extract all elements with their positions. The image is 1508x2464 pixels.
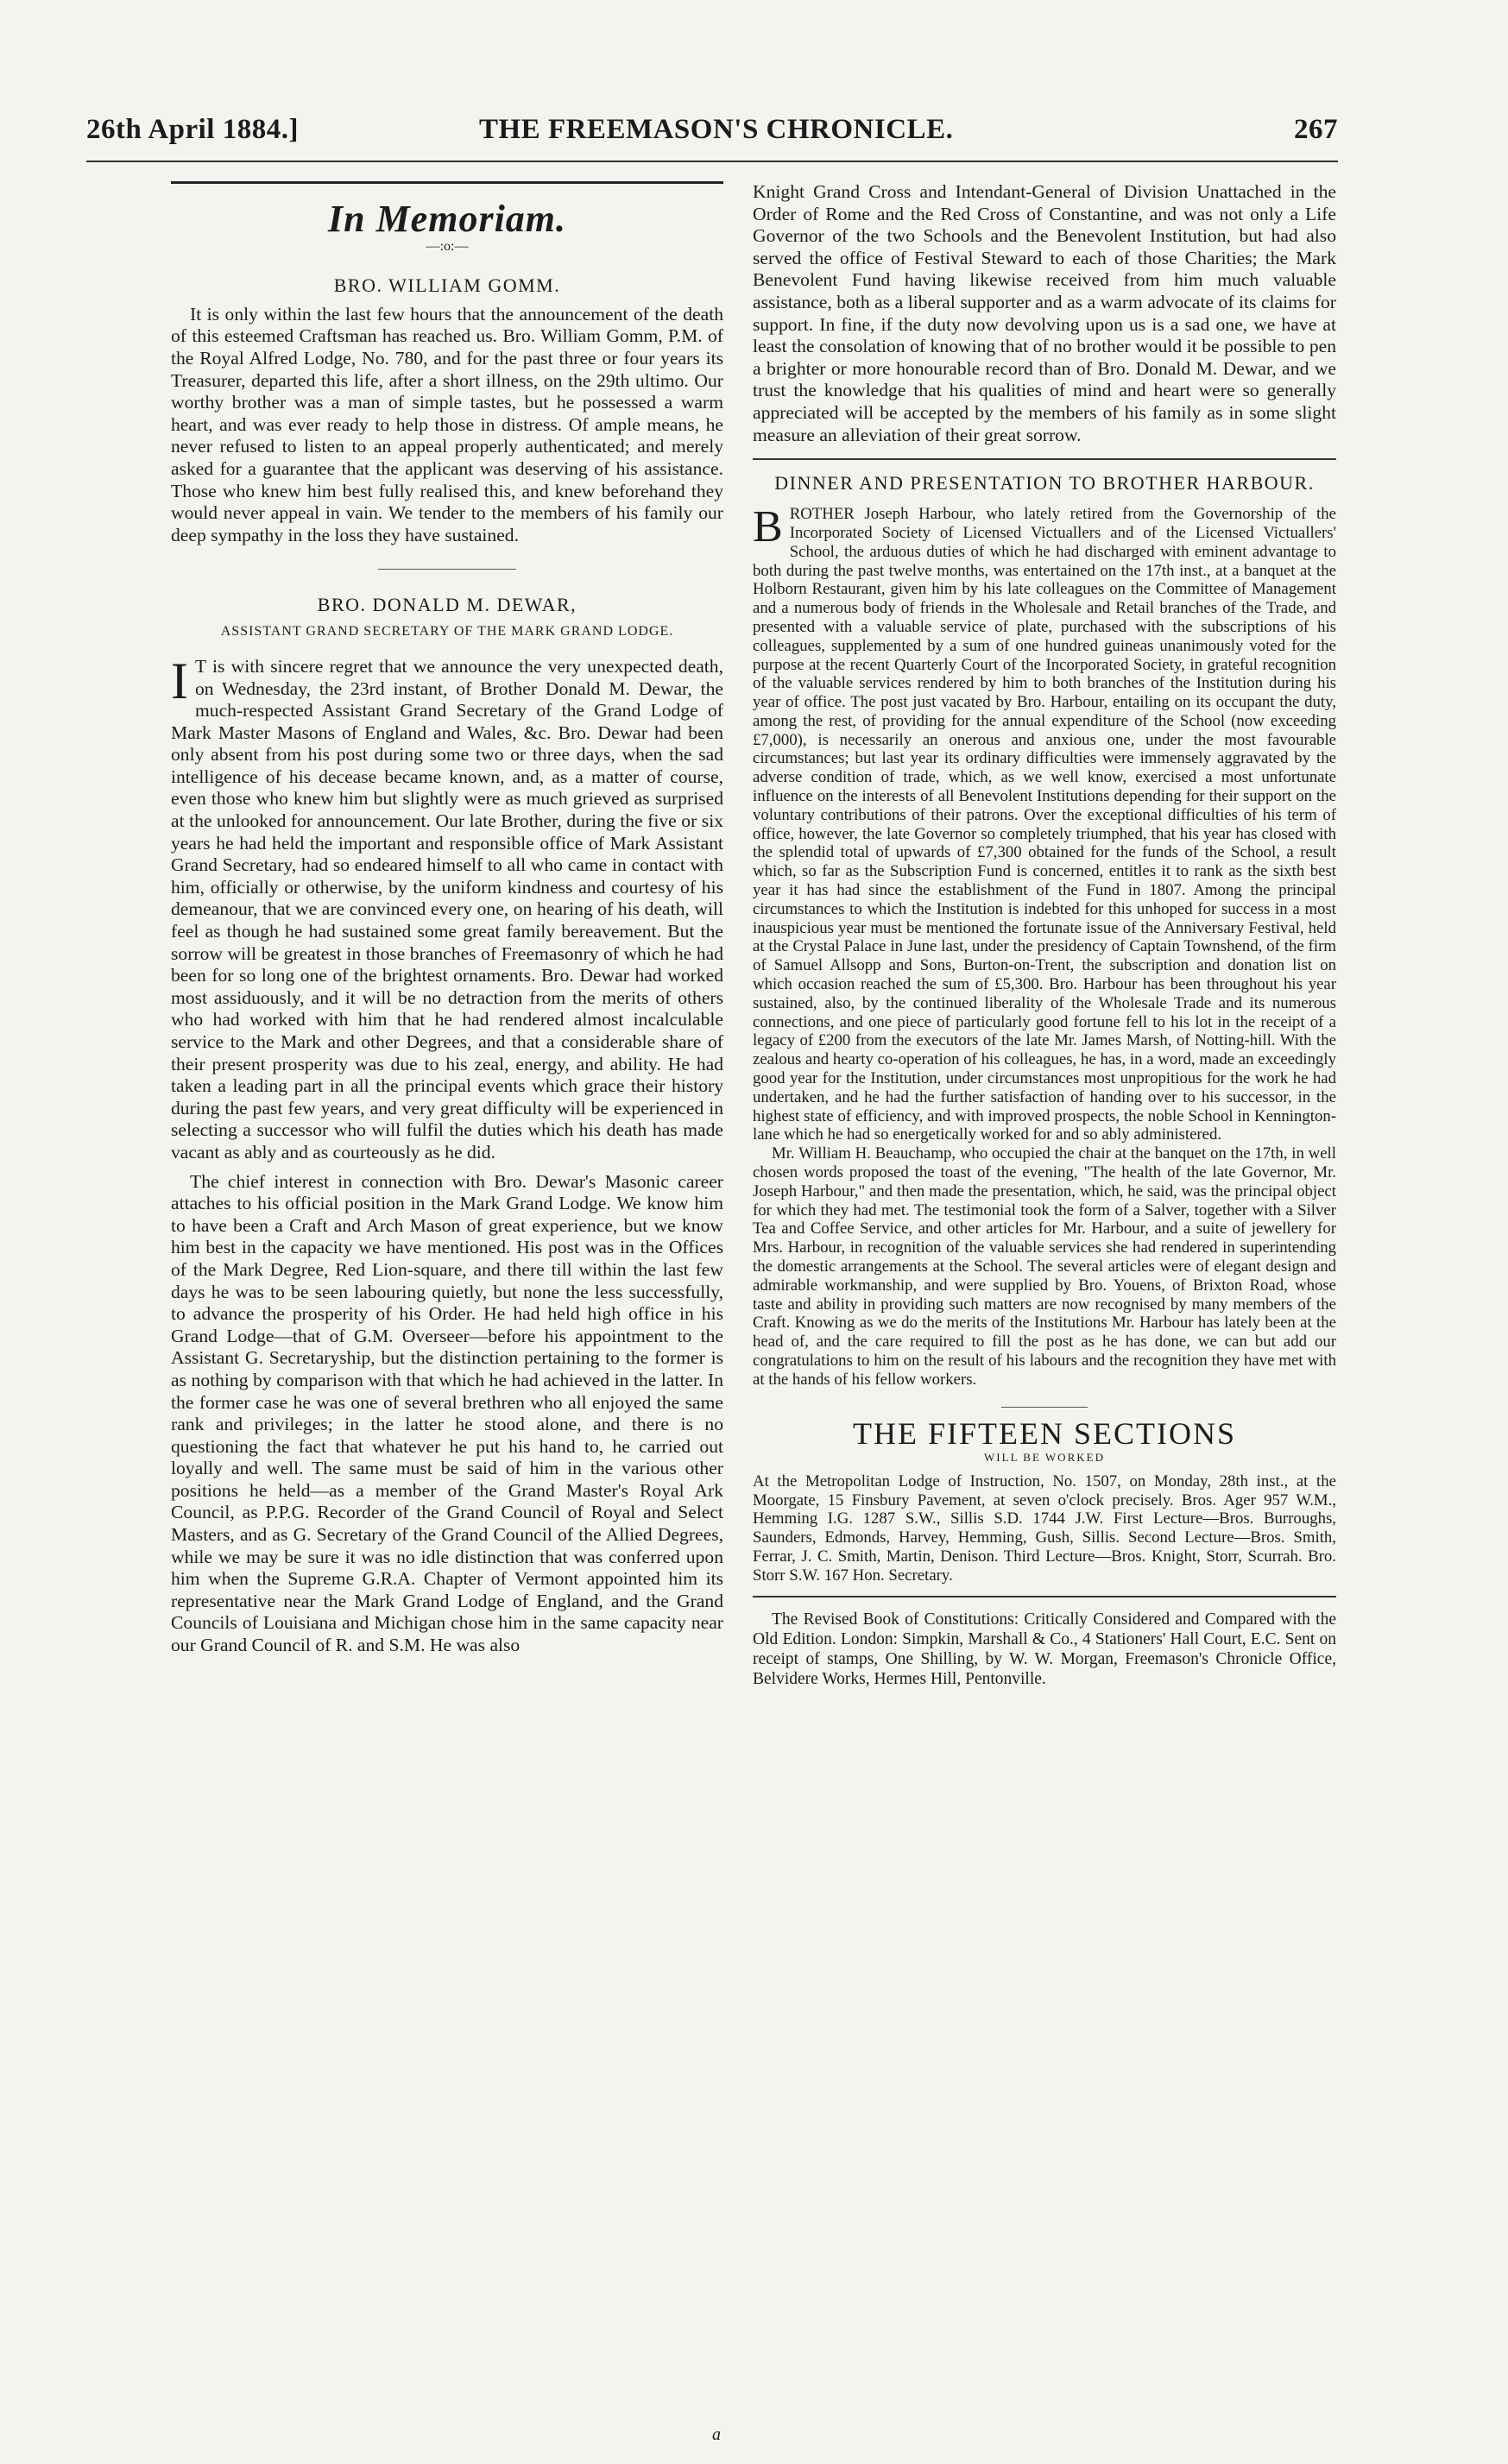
right-column bbox=[753, 181, 1336, 1689]
page-number: 267 bbox=[1294, 114, 1338, 145]
dewar-paragraph-1 bbox=[171, 652, 723, 1164]
fifteen-sections-paragraph: At the Metropolitan Lodge of Instruction, No. 1507, on Monday, 28th inst., at the Moorgate, 15 Finsbury Pavement, at seven o'clock precisely. Bros. Ager 957 W.M., Hemming I.G. 1287 S.W., Sillis S.D. 1744 J.W. First Lecture—Bros. Burroughs, Saunders, Edmonds, Harvey, Hemming, Gush, Sillis. Second Lecture—Bros. Smith, Ferrar, J. C. Smith, Martin, Denison. Third Lecture—Bros. Knight, Storr, Scurrah. Bro. Storr S.W. 167 Hon. Secretary. bbox=[753, 1471, 1336, 1585]
divider bbox=[378, 569, 516, 570]
divider bbox=[1001, 1407, 1088, 1408]
header-rule bbox=[86, 161, 1338, 162]
harbour-paragraph-2: Mr. William H. Beauchamp, who occupied the chair at the banquet on the 17th, in well chosen words proposed the toast of the evening, "The health of the late Governor, Mr. Joseph Harbour," and then made the presentation, which, he said, was the principal object for which they had met. The testimonial took the form of a Salver, together with a Silver Tea and Coffee Service, and other articles for Mr. Harbour, and a suite of jewellery for Mrs. Harbour, in recognition of the valuable services she had rendered in superintending the domestic arrangements at the School. The several articles were of elegant design and admirable workmanship, and were supplied by Bro. Youens, of Brixton Road, whose taste and ability in providing such matters are now recognised by many members of the Craft. Knowing as we do the merits of the Institutions Mr. Harbour has lately been at the head of, and the care required to fill the post as he has done, we can but add our congratulations to him on the result of his labours and the recognition they have met with at the hands of his fellow workers. bbox=[753, 1144, 1336, 1389]
page-header bbox=[86, 114, 1338, 157]
harbour-paragraph-1 bbox=[753, 502, 1336, 1144]
harbour-title: DINNER AND PRESENTATION TO BROTHER HARBOUR. bbox=[774, 472, 1315, 495]
section-rule bbox=[171, 181, 723, 184]
left-column bbox=[171, 181, 723, 1657]
dewar-continued: Knight Grand Cross and Intendant-General of Division Unattached in the Order of Rome and the Red Cross of Constantine, and was not only a Life Governor of the two Schools and the Benevolent Institution, but had also served the office of Festival Steward to each of those Charities; the Mark Benevolent Fund having likewise received from him much valuable assistance, both as a liberal supporter and as a warm advocate of its claims for support. In fine, if the duty now devolving upon us is a sad one, we have at least the consolation of knowing that of no brother would it be possible to pen a brighter or more honourable record than of Bro. Donald M. Dewar, and we trust the knowledge that his qualities of mind and heart were so generally appreciated will be accepted by the members of his family as in some slight measure an alleviation of their great sorrow. bbox=[753, 181, 1336, 445]
fifteen-sections-title: THE FIFTEEN SECTIONS bbox=[853, 1415, 1236, 1451]
signature-mark: a bbox=[712, 2425, 721, 2444]
memoriam-heading: In Memoriam. bbox=[327, 198, 567, 240]
publication-title: THE FREEMASON'S CHRONICLE. bbox=[479, 114, 954, 145]
issue-date: 26th April 1884.] bbox=[86, 114, 299, 145]
dewar-paragraph-1-text: T is with sincere regret that we announce the very unexpected death, on Wednesday, the 23rd instant, of Brother Donald M. Dewar, the much-respected Assistant Grand Secretary of the Grand Lodge of Mark Master Masons of England and Wales, &c. Bro. Dewar had been only absent from his post during some two or three days, when the sad intelligence of his decease became known, and, as a matter of course, even those who knew him but slightly were as much grieved as surprised at the unlooked for announcement. Our late Brother, during the five or six years he had held the important and responsible office of Mark Assistant Grand Secretary, had so endeared himself to all who came in contact with him, officially or otherwise, by the uniform kindness and courtesy of his demeanour, that we are convinced every one, on hearing of his death, will feel as though he had sustained some great family bereavement. But the sorrow will be greatest in those branches of Freemasonry of which he had been for so long one of the brightest ornaments. Bro. Dewar had worked most assiduously, and it will be no detraction from the merits of others who had worked with him that he had rendered almost incalculable service to the Mark and other Degrees, and that a considerable share of their present prosperity was due to his zeal, energy, and ability. He had taken a leading part in all the principal events which grace their history during the past few years, and very great difficulty will be experienced in selecting a successor who will fulfil the duties which his death has made vacant as ably and as courteously as he did. bbox=[171, 655, 723, 1163]
section-rule bbox=[753, 1596, 1336, 1598]
dewar-title: BRO. DONALD M. DEWAR, bbox=[317, 594, 577, 616]
fifteen-sections-subtitle: WILL BE WORKED bbox=[984, 1451, 1105, 1465]
dewar-paragraph-2: The chief interest in connection with Bro. Dewar's Masonic career attaches to his official position in the Mark Grand Lodge. We know him to have been a Craft and Arch Mason of great experience, but we know him best in the capacity we have mentioned. His post was in the Offices of the Mark Degree, Red Lion-square, and there till within the last few days he was to be seen labouring quietly, but none the less successfully, to advance the prosperity of his Order. He had held high office in his Grand Lodge—that of G.M. Overseer—before his appointment to the Assistant G. Secretaryship, but the distinction pertaining to the former is as nothing by comparison with that which he had achieved in the latter. In the former case he was one of several brethren who all enjoyed the same rank and privileges; in the latter he stood alone, and there is no questioning the fact that whatever he put his hand to, he carried out loyally and well. The same must be said of him in the various other positions he held—as a member of the Grand Master's Royal Ark Council, as P.P.G. Recorder of the Grand Council of Royal and Select Masters, and as G. Secretary of the Grand Council of the Allied Degrees, while we may be sure it was no idle distinction that was conferred upon him when the Supreme G.R.A. Chapter of Vermont appointed him its representative near the Mark Grand Lodge of England, and the Grand Councils of Louisiana and Michigan chose him in the same capacity near our Grand Council of R. and S.M. He was also bbox=[171, 1170, 723, 1656]
ornament-separator: —:o:— bbox=[426, 238, 469, 254]
drop-cap: I bbox=[171, 652, 188, 709]
section-rule bbox=[753, 458, 1336, 460]
gomm-title: BRO. WILLIAM GOMM. bbox=[333, 274, 561, 297]
harbour-paragraph-1-text: ROTHER Joseph Harbour, who lately retired from the Governorship of the Incorporated Society of Licensed Victuallers and of the Licensed Victuallers' School, the arduous duties of which he had discharged with eminent advantage to both during the past twelve months, was entertained on the 17th inst., at a banquet at the Holborn Restaurant, given him by his late colleagues on the Committee of Management and a numerous body of friends in the Wholesale and Retail branches of the Trade, and presented with a valuable service of plate, purchased with the subscriptions of his colleagues, supplemented by a sum of one hundred guineas unanimously voted for the purpose at the recent Quarterly Court of the Incorporated Society, in grateful recognition of the valuable services rendered by him to both branches of the Institution during his year of office. The post just vacated by Bro. Harbour, entailing on its occupant the duty, among the rest, of providing for the annual expenditure of the School (now exceeding £7,000), is necessarily an onerous and anxious one, under the most favourable circumstances; but last year its ordinary difficulties were immensely aggravated by the adverse condition of trade, which, as we well know, exercised a most unfortunate influence on the interests of all Benevolent Institutions depending for their support on the voluntary contributions of their patrons. Over the exceptional difficulties of his term of office, however, the late Governor so completely triumphed, that his year has closed with the splendid total of upwards of £7,300 obtained for the funds of the School, a result which, so far as the Subscription Fund is concerned, entitles it to rank as the sixth best year it has had since the establishment of the Fund in 1807. Among the principal circumstances to which the Institution is indebted for this unhoped for success in a most inauspicious year must be mentioned the fortunate issue of the Anniversary Festival, held at the Crystal Palace in June last, under the presidency of Captain Townshend, of the firm of Samuel Allsopp and Sons, Burton-on-Trent, the subscription and donation list on which occasion reached the sum of £5,300. Bro. Harbour has been throughout his year sustained, also, by the continued liberality of the Wholesale Trade and its numerous connections, and one piece of particularly good fortune fell to his lot in the receipt of a legacy of £200 from the executors of the late Mr. James Marsh, of Notting-hill. With the zealous and hearty co-operation of his colleagues, he has, in a word, made an exceedingly good year for the Institution, under circumstances most unpropitious for the work he had undertaken, and he had the further satisfaction of handing over to his successor, in the highest state of efficiency, and with improved prospects, the noble School in Kennington-lane which he had so energetically worked for and so ably administered. bbox=[753, 505, 1336, 1144]
drop-cap: B bbox=[753, 502, 783, 552]
gomm-paragraph: It is only within the last few hours that the announcement of the death of this esteemed Craftsman has reached us. Bro. William Gomm, P.M. of the Royal Alfred Lodge, No. 780, and for the past three or four years its Treasurer, departed this life, after a short illness, on the 29th ultimo. Our worthy brother was a man of simple tastes, but he possessed a warm heart, and was ever ready to help those in distress. Of ample means, he never refused to listen to an appeal properly authenticated; and merely asked for a guarantee that the applicant was deserving of his assistance. Those who knew him best fully realised this, and knew beforehand they would never appeal in vain. We tender to the members of his family our deep sympathy in the loss they have sustained. bbox=[171, 303, 723, 545]
book-advertisement: The Revised Book of Constitutions: Critically Considered and Compared with the Old Edition. London: Simpkin, Marshall & Co., 4 Stationers' Hall Court, E.C. Sent on receipt of stamps, One Shilling, by W. W. Morgan, Freemason's Chronicle Office, Belvidere Works, Hermes Hill, Pentonville. bbox=[753, 1610, 1336, 1688]
dewar-subtitle: ASSISTANT GRAND SECRETARY OF THE MARK GRAND LODGE. bbox=[220, 623, 674, 639]
